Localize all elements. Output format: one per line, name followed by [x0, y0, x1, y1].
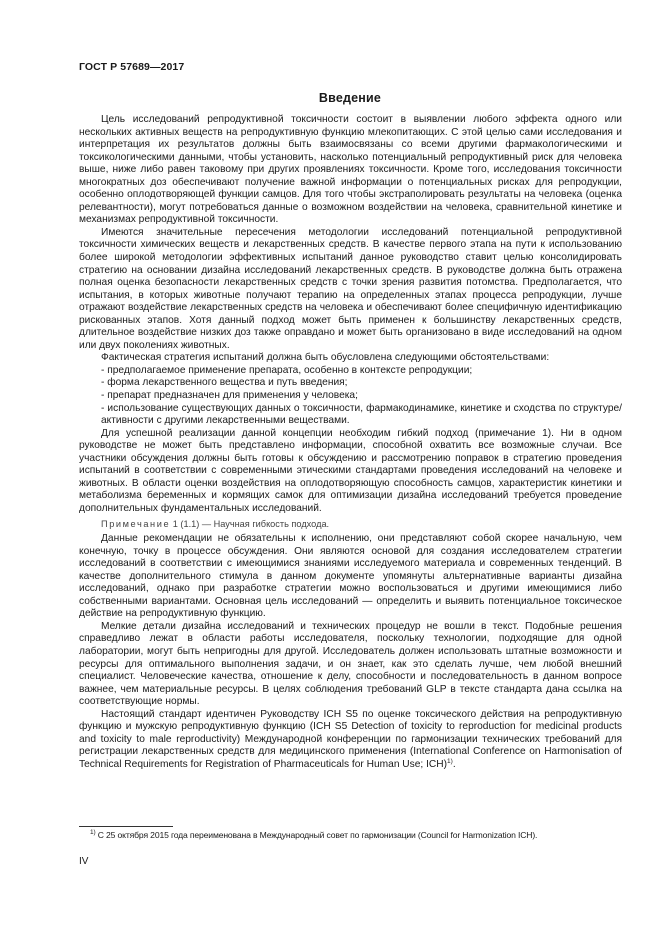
paragraph-flexible-approach: Для успешной реализации данной концепции необходим гибкий подход (примечание 1). Ни в одном руководстве не может быть представлено информации, способной охватить все возможные случаи. Все участники обсуждения должны быть готовы к обсуждению и рассмотрению поправок в стратегию проведения испытаний в соответствии с современными этическими стандартами проведения исследований на человеке и животных. В области оценки воздействия на оплодотворяющую способность самцов, характеристик кинетики и метаболизма беременных и кормящих самок для оптимизации дизайна исследований требуется проведение дополнительных фундаментальных исследований. [79, 427, 622, 514]
footnote [90, 830, 625, 841]
footnote-text: С 25 октября 2015 года переименована в Международный совет по гармонизации (Council for Harmonization ICH). [95, 830, 538, 840]
paragraph-methodology: Имеются значительные пересечения методологии исследований потенциальной репродуктивной токсичности химических веществ и лекарственных средств. В качестве первого этапа на пути к использованию более широкой методологии эффективных испытаний данное руководство ставит целью консолидировать стратегию на основании дизайна исследований лекарственных средств. В руководстве должна быть отражена полная оценка безопасности лекарственных средств с точки зрения развития потомства. Предполагается, что испытания, в которых животные получают терапию на определенных этапах процесса репродукции, лучше отражают воздействие лекарственных средств на человека и обеспечивают более специфичную идентификацию рискованных этапов. Хотя данный подход может быть применен к большинству лекарственных средств, длительное воздействие низких доз также оправдано и может быть организовано в виде исследований на одном или двух поколениях животных. [79, 226, 622, 351]
ich-text-end: . [452, 758, 456, 770]
page-number: IV [79, 856, 89, 867]
note-1 [79, 518, 622, 531]
paragraph-recommendations: Данные рекомендации не обязательны к исполнению, они представляют собой скорее начальную, чем конечную, точку в процессе обсуждения. Они являются основой для создания исследователем стратегии исследований в соответствии с имеющимися знаниями исследуемого материала и современных тенденций. В качестве дополнительного стимула в данном документе упомянуты альтернативные варианты дизайна исследований, однако при разработке стратегии можно воспользоваться и другими имеющимися либо собственными вариантами. Основная цель исследований — определить и выявить потенциальное токсическое действие на репродуктивную функцию. [79, 533, 622, 620]
note-label: Примечание [101, 518, 171, 529]
paragraph-ich-identity [79, 709, 622, 772]
standard-code-header: ГОСТ Р 57689—2017 [79, 61, 185, 73]
paragraph-strategy-intro: Фактическая стратегия испытаний должна быть обусловлена следующими обстоятельствами: [101, 352, 550, 364]
paragraph-purpose: Цель исследований репродуктивной токсичности состоит в выявлении любого эффекта одного или нескольких активных веществ на репродуктивную функцию млекопитающих. С этой целью сами исследования и интерпретация их результатов должны быть взаимосвязаны со всеми другими фармакологическими и токсикологическими данными, чтобы установить, насколько потенциальный репродуктивный риск для человека выше, ниже либо равен таковому при других проявлениях токсичности. Кроме того, исследования токсичности многократных доз обеспечивают получение важной информации о потенциальных рисках для репродукции, особенно оплодотворяющей функции самцов. Для того чтобы экстраполировать результаты на человека (оценка релевантности), могут потребоваться данные о возможном воздействии на человека, сравнительной кинетике и механизмах репродуктивной токсичности. [79, 114, 622, 226]
list-item: - препарат предназначен для применения у человека; [101, 390, 358, 402]
section-title: Введение [318, 91, 382, 105]
footnote-reference: 1) [447, 757, 453, 765]
ich-text: Настоящий стандарт идентичен Руководству ICH S5 по оценке токсического действия на репродуктивную функцию и мужскую репродуктивную функцию (ICH S5 Detection of toxicity to reproduction for medicinal products and toxicity to male reproductivity) Международной конференции по гармонизации технических требований для регистрации лекарственных средств для медицинского применения (International Conference on Harmonisation of Technical Requirements for Registration of Pharmaceuticals for Human Use; ICH) [79, 708, 622, 770]
paragraph-details: Мелкие детали дизайна исследований и технических процедур не вошли в текст. Подобные решения справедливо лежат в области работы исследователя, поскольку технологии, подходящие для одной лаборатории, могут быть непригодны для другой. Исследователь должен использовать штатные возможности и ресурсы для оптимального выполнения задачи, и он знает, как это сделать лучше, чем любой внешний специалист. Человеческие качества, отношение к делу, способности и последовательность в данном вопросе важнее, чем материальные ресурсы. В целях соблюдения требований GLP в тексте стандарта дана ссылка на соответствующие нормы. [79, 620, 622, 708]
footnote-mark: 1) [90, 829, 96, 836]
footnote-divider [79, 826, 173, 827]
document-body [79, 114, 622, 771]
list-item: - форма лекарственного вещества и путь введения; [101, 377, 348, 389]
note-text: 1 (1.1) — Научная гибкость подхода. [170, 518, 330, 529]
list-item: - предполагаемое применение препарата, особенно в контексте репродукции; [101, 364, 473, 376]
list-item: - использование существующих данных о токсичности, фармакодинамике, кинетике и сходства по структуре/активности с другими лекарственными веществами. [101, 402, 622, 427]
